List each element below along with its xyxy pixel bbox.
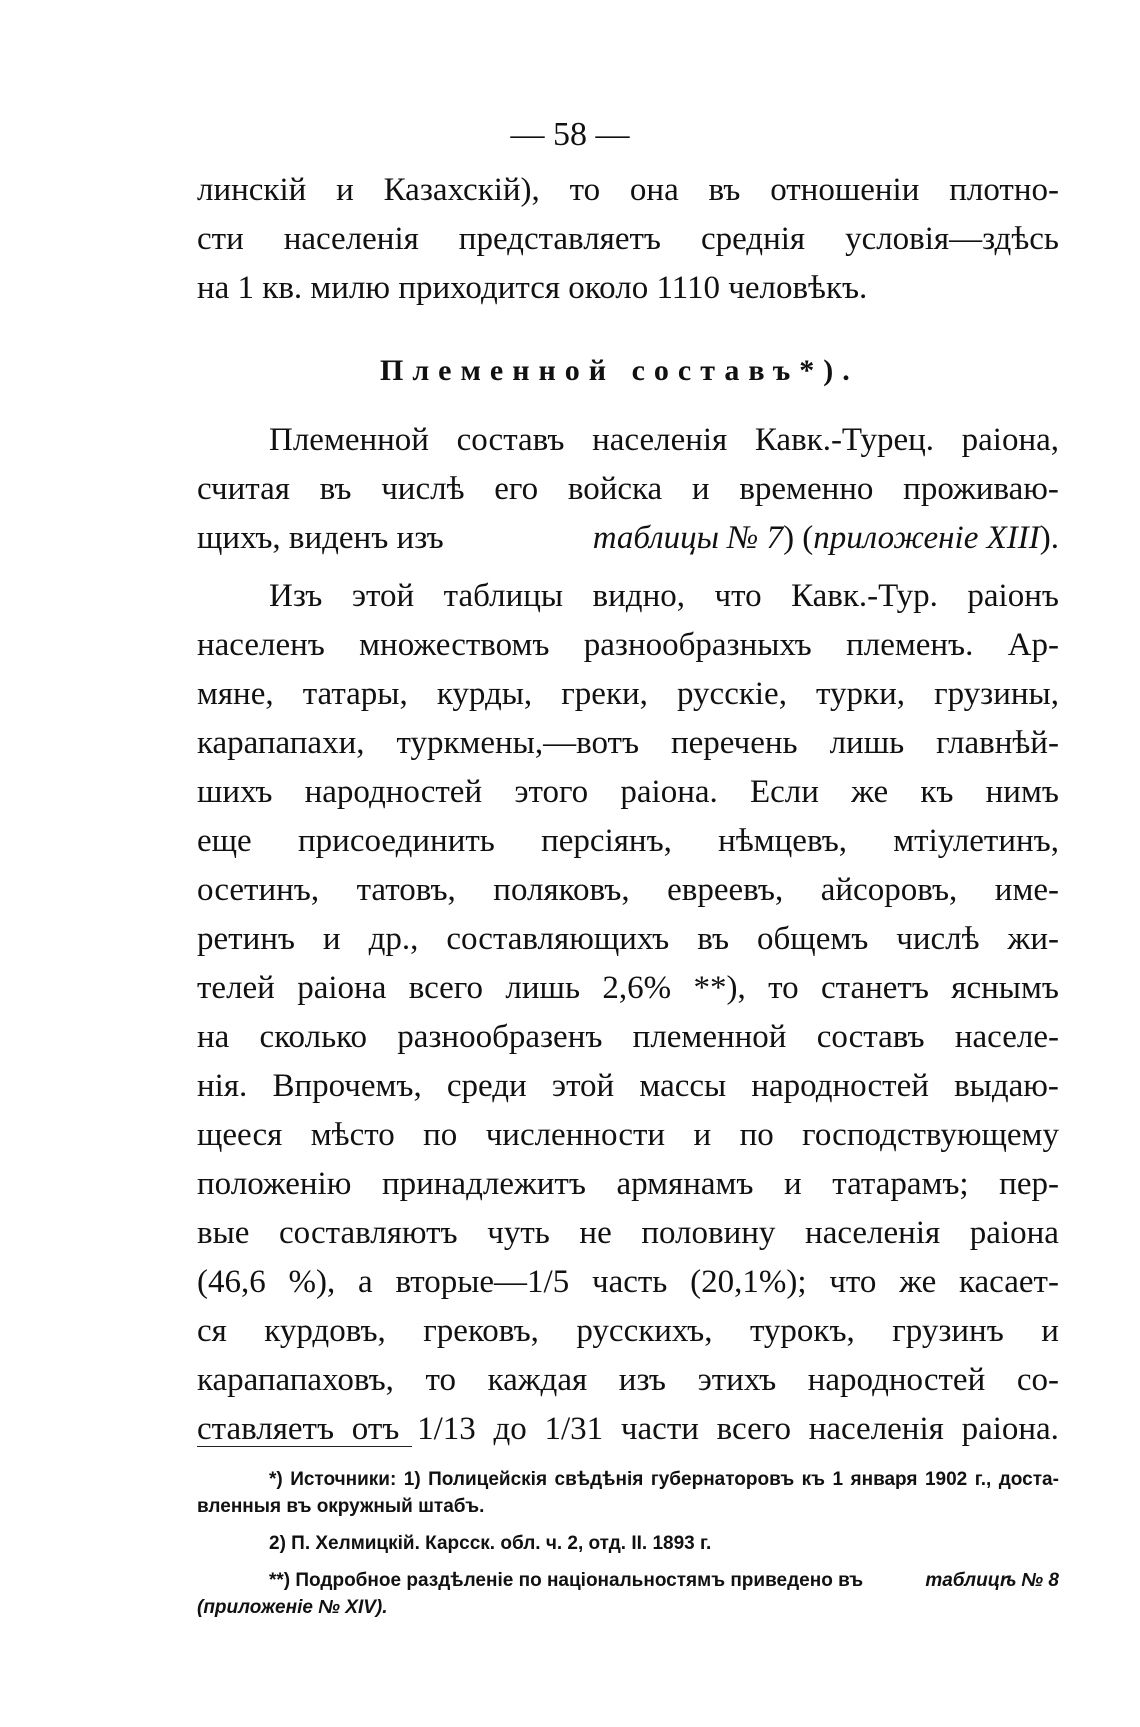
word: части (620, 1411, 699, 1447)
text-line (197, 416, 1059, 465)
word: (20,1%); (690, 1264, 807, 1300)
word: 1) (403, 1469, 421, 1490)
footnote-line (197, 1567, 1059, 1594)
word: карапапахи, (197, 725, 365, 761)
word: армянамъ (616, 1166, 754, 1202)
word: нимъ (985, 774, 1059, 810)
word: сти (197, 221, 244, 257)
text-line (197, 1160, 1059, 1209)
word: перечень (671, 725, 798, 761)
word: 1/31 (544, 1411, 604, 1447)
text-line (197, 719, 1059, 768)
word: русскіе, (676, 676, 787, 712)
word: господствующему (802, 1117, 1059, 1153)
text-fragment: ) ( (783, 520, 814, 556)
word: каждая (487, 1362, 588, 1398)
word: населенія (592, 422, 728, 458)
word: г., (974, 1469, 992, 1490)
word: Впрочемъ, (272, 1068, 422, 1104)
word: въ (708, 172, 741, 208)
word: еще (197, 823, 252, 859)
word: лишь (829, 725, 905, 761)
word: %), (288, 1264, 336, 1300)
word: всего (716, 1411, 791, 1447)
word: составъ (816, 1019, 925, 1055)
word: персіянъ, (541, 823, 672, 859)
word: въ (319, 471, 352, 507)
word: телей (197, 970, 275, 1006)
footnote-line: 2) П. Хелмицкій. Карсск. обл. ч. 2, отд. II. 1893 г. (269, 1533, 712, 1554)
paragraph-density (197, 166, 1059, 313)
word: Кавк.-Тур. (791, 578, 938, 614)
text-line (197, 1356, 1059, 1405)
word: Кавк.-Турец. (754, 422, 935, 458)
word: вторые—1/5 (395, 1264, 570, 1300)
word: осетинъ, (197, 872, 320, 908)
word: лишь (505, 970, 580, 1006)
word: численности (485, 1117, 666, 1153)
word: Полицейскія (428, 1469, 548, 1490)
word: видно, (592, 578, 685, 614)
word: 1 (832, 1469, 844, 1490)
word: населе- (954, 1019, 1059, 1055)
footnote-text: **) Подробное раздѣленіе по національностямъ приведено въ (269, 1570, 864, 1591)
word: главнѣй- (936, 725, 1059, 761)
word: она (629, 172, 679, 208)
word: же (899, 1264, 937, 1300)
word: пер- (999, 1166, 1059, 1202)
word: турки, (816, 676, 905, 712)
word: ставляетъ (197, 1411, 335, 1447)
text-line (197, 465, 1059, 514)
word: племенъ. (846, 627, 974, 663)
word: и (1041, 1313, 1059, 1349)
word: выдаю- (954, 1068, 1059, 1104)
table-reference: таблицы № 7 (592, 520, 784, 556)
word: числѣ (896, 921, 980, 957)
word: станетъ (821, 970, 929, 1006)
word: курдовъ, (264, 1313, 386, 1349)
paragraph-peoples (197, 572, 1059, 1454)
word: что (829, 1264, 877, 1300)
word: мяне, (197, 676, 274, 712)
word: на (197, 1019, 230, 1055)
word: отъ (351, 1411, 400, 1447)
word: свѣдѣнія (554, 1469, 644, 1490)
word: жи- (1007, 921, 1059, 957)
word: Ар- (1007, 627, 1059, 663)
word: всего (408, 970, 484, 1006)
word: временно (739, 471, 874, 507)
word: этой (551, 1068, 615, 1104)
word: греки, (561, 676, 648, 712)
word: ся (197, 1313, 227, 1349)
text-line (197, 572, 1059, 621)
word: массы (639, 1068, 727, 1104)
word: января (850, 1469, 918, 1490)
word: по (423, 1117, 458, 1153)
word: щееся (197, 1117, 283, 1153)
word: грековъ, (423, 1313, 539, 1349)
word: разнообразныхъ (583, 627, 812, 663)
text-line (197, 1013, 1059, 1062)
text-line (197, 964, 1059, 1013)
word: доста- (998, 1469, 1059, 1490)
word: линскій (197, 172, 307, 208)
word: числѣ (381, 471, 465, 507)
word: шихъ (197, 774, 273, 810)
word: татары, (302, 676, 408, 712)
word: 1902 (924, 1469, 968, 1490)
word: то (768, 970, 799, 1006)
word: и (691, 471, 710, 507)
word: населенія (808, 1411, 944, 1447)
word: племенной (632, 1019, 787, 1055)
word: не (579, 1215, 612, 1251)
text-line (197, 817, 1059, 866)
word: яснымъ (951, 970, 1059, 1006)
page-number: — 58 — (510, 116, 630, 153)
word: и (784, 1166, 802, 1202)
word: *) (269, 1469, 283, 1490)
word: а (358, 1264, 373, 1300)
word: половину (641, 1215, 776, 1251)
word: русскихъ, (576, 1313, 713, 1349)
word: населенія (805, 1215, 941, 1251)
word: составъ (456, 422, 565, 458)
word: мѣсто (310, 1117, 395, 1153)
word: раіонъ (967, 578, 1059, 614)
table-reference: таблицѣ № 8 (925, 1570, 1059, 1591)
word: Казахскій), (383, 172, 540, 208)
word: же (851, 774, 889, 810)
word: раіона, (961, 422, 1059, 458)
text-line-with-references (197, 514, 1059, 563)
word: грузины, (934, 676, 1059, 712)
word: войска (567, 471, 663, 507)
word: ретинъ (197, 921, 295, 957)
text-line (197, 1062, 1059, 1111)
word: и (336, 172, 354, 208)
word: считая (197, 471, 290, 507)
word: что (714, 578, 762, 614)
word: Изъ (269, 578, 323, 614)
word: населенія (283, 221, 419, 257)
text-line: на 1 кв. милю приходится около 1110 человѣкъ. (197, 270, 868, 306)
text-line (197, 1209, 1059, 1258)
text-line (197, 670, 1059, 719)
footnote-line (197, 1466, 1059, 1493)
text-line (197, 1258, 1059, 1307)
word: **), (693, 970, 746, 1006)
paragraph-composition (197, 416, 1059, 563)
word: до (493, 1411, 527, 1447)
footnotes (197, 1466, 1059, 1621)
word: часть (592, 1264, 668, 1300)
word: нія. (197, 1068, 248, 1104)
footnote-divider (197, 1446, 412, 1447)
word: мтіулетинъ, (893, 823, 1059, 859)
word: Источники: (290, 1469, 397, 1490)
word: среднія (700, 221, 806, 257)
word: грузинъ (892, 1313, 1004, 1349)
word: айсоровъ, (820, 872, 958, 908)
word: курды, (436, 676, 533, 712)
word: условія—здѣсь (845, 221, 1059, 257)
text-line (197, 915, 1059, 964)
word: плотно- (949, 172, 1059, 208)
word: въ (697, 921, 730, 957)
word: по (739, 1117, 774, 1153)
word: раіона. (620, 774, 718, 810)
word: раіона (297, 970, 387, 1006)
word: его (494, 471, 539, 507)
word: чуть (487, 1215, 550, 1251)
word: татарамъ; (832, 1166, 969, 1202)
appendix-reference: (приложеніе № XIV). (197, 1597, 388, 1618)
word: Племенной (269, 422, 429, 458)
word: др., (368, 921, 419, 957)
word: раіона. (961, 1411, 1059, 1447)
word: и (693, 1117, 712, 1153)
word: присоединить (298, 823, 495, 859)
word: положенію (197, 1166, 352, 1202)
word: со- (1016, 1362, 1059, 1398)
word: касает- (959, 1264, 1059, 1300)
footnote-line: вленныя въ окружный штабъ. (197, 1496, 485, 1517)
text-line (197, 621, 1059, 670)
text-line (197, 1111, 1059, 1160)
word: то (425, 1362, 456, 1398)
word: составляющихъ (446, 921, 670, 957)
footnote-line (197, 1594, 1059, 1621)
word: туркмены,—вотъ (396, 725, 640, 761)
word: то (569, 172, 601, 208)
word: этой (351, 578, 415, 614)
text-line (197, 215, 1059, 264)
word: (46,6 (197, 1264, 266, 1300)
word: отношеніи (770, 172, 920, 208)
word: этого (514, 774, 589, 810)
word: представляетъ (458, 221, 661, 257)
word: народностей (304, 774, 483, 810)
word: множествомъ (359, 627, 550, 663)
word: евреевъ, (667, 872, 784, 908)
text-line (197, 1307, 1059, 1356)
word: народностей (807, 1362, 986, 1398)
word: вые (197, 1215, 250, 1251)
word: народностей (751, 1068, 929, 1104)
text-fragment: щихъ, виденъ изъ (197, 520, 444, 556)
word: сколько (259, 1019, 367, 1055)
word: принадлежитъ (381, 1166, 586, 1202)
word: 1/13 (417, 1411, 476, 1447)
word: этихъ (697, 1362, 777, 1398)
word: губернаторовъ (650, 1469, 795, 1490)
word: турокъ, (749, 1313, 855, 1349)
word: Если (749, 774, 819, 810)
word: общемъ (757, 921, 869, 957)
text-line (197, 768, 1059, 817)
word: 2,6% (602, 970, 672, 1006)
word: къ (801, 1469, 826, 1490)
word: къ (920, 774, 954, 810)
text-line (197, 866, 1059, 915)
word: среди (446, 1068, 527, 1104)
word: населенъ (197, 627, 325, 663)
word: раіона (969, 1215, 1059, 1251)
word: карапапаховъ, (197, 1362, 394, 1398)
section-heading: Племенной составъ*). (380, 354, 859, 387)
word: нѣмцевъ, (718, 823, 848, 859)
word: составляютъ (279, 1215, 458, 1251)
word: разнообразенъ (397, 1019, 603, 1055)
word: изъ (618, 1362, 666, 1398)
word: поляковъ, (493, 872, 630, 908)
word: и (322, 921, 341, 957)
appendix-reference: приложеніе XIII (813, 520, 1040, 556)
text-fragment: ). (1039, 520, 1059, 556)
word: татовъ, (356, 872, 456, 908)
word: проживаю- (903, 471, 1059, 507)
word: име- (994, 872, 1059, 908)
text-line (197, 166, 1059, 215)
word: таблицы (443, 578, 564, 614)
